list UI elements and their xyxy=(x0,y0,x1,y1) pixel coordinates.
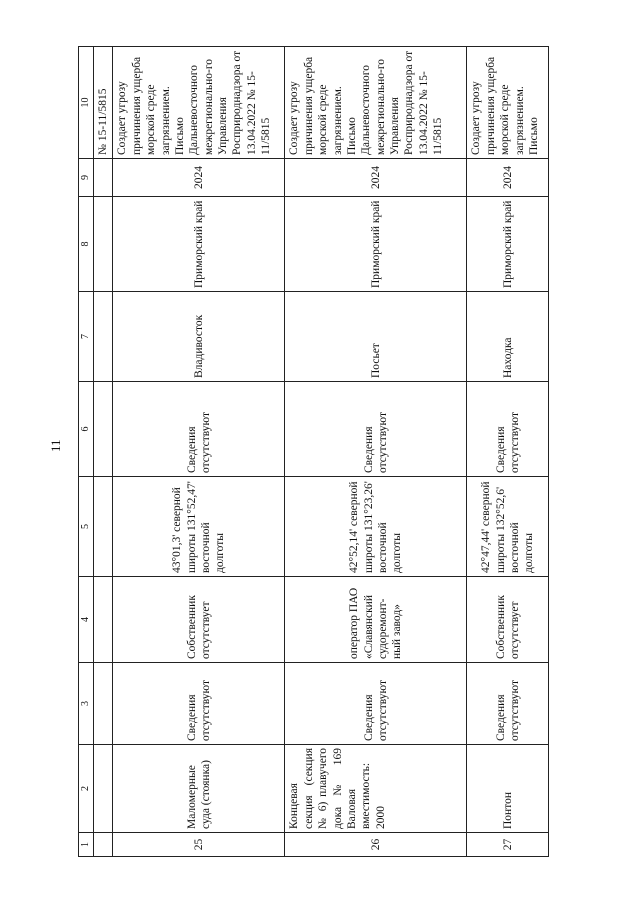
location-cell: Посьет xyxy=(285,292,467,382)
year-cell: 2024 xyxy=(285,159,467,197)
coordinates-cell: 42°52,14' северной широты 131°23,26' восточной долготы xyxy=(285,477,467,577)
cell-col3: Сведения отсутствуют xyxy=(467,663,549,745)
rotated-table-canvas xyxy=(78,47,578,857)
table-cell xyxy=(94,833,113,857)
location-cell: Владивосток xyxy=(113,292,285,382)
column-number-row xyxy=(79,47,94,857)
col-number: 4 xyxy=(79,577,94,663)
row-number: 27 xyxy=(467,833,549,857)
note-cell: Создает угрозу причинения ущерба морской среде загрязнением. Письмо Дальневосточного межрегионально-го Управления Росприроднадзора от 13.04.2022 № 15-11/5815 xyxy=(285,47,467,159)
object-name: Маломерные суда (стоянка) xyxy=(113,745,285,833)
year-cell: 2024 xyxy=(113,159,285,197)
coordinates-cell: 43°01,3' северной широты 131°52,47' восточной долготы xyxy=(113,477,285,577)
table-row xyxy=(467,47,549,857)
table-cell xyxy=(94,292,113,382)
continuation-row xyxy=(94,47,113,857)
cell-col6: Сведения отсутствуют xyxy=(285,382,467,477)
table-cell xyxy=(94,745,113,833)
cell-col6: Сведения отсутствуют xyxy=(467,382,549,477)
table-row xyxy=(113,47,285,857)
location-cell: Находка xyxy=(467,292,549,382)
object-name: Понтон xyxy=(467,745,549,833)
year-cell: 2024 xyxy=(467,159,549,197)
row-number: 25 xyxy=(113,833,285,857)
col-number: 7 xyxy=(79,292,94,382)
region-cell: Приморский край xyxy=(467,197,549,292)
cell-col3: Сведения отсутствуют xyxy=(285,663,467,745)
col-number: 1 xyxy=(79,833,94,857)
page-number: 11 xyxy=(48,439,63,452)
note-cell: Создает угрозу причинения ущерба морской среде загрязнением. Письмо Дальневосточного межрегионально-го Управления Росприроднадзора от 13.04.2022 № 15-11/5815 xyxy=(113,47,285,159)
col-number: 2 xyxy=(79,745,94,833)
note-cell: Создает угрозу причинения ущерба морской среде загрязнением. Письмо xyxy=(467,47,549,159)
coordinates-cell: 42°47,44' северной широты 132°52,6' восточной долготы xyxy=(467,477,549,577)
owner-cell: оператор ПАО «Славянский судоремонт-ный завод» xyxy=(285,577,467,663)
owner-cell: Собственник отсутствует xyxy=(113,577,285,663)
col-number: 10 xyxy=(79,47,94,159)
table-cell xyxy=(94,159,113,197)
row-number: 26 xyxy=(285,833,467,857)
table-cell xyxy=(94,197,113,292)
continuation-text: № 15-11/5815 xyxy=(94,47,113,159)
region-cell: Приморский край xyxy=(285,197,467,292)
table-cell xyxy=(94,663,113,745)
objects-table xyxy=(78,46,549,857)
col-number: 5 xyxy=(79,477,94,577)
region-cell: Приморский край xyxy=(113,197,285,292)
owner-cell: Собственник отсутствует xyxy=(467,577,549,663)
table-row xyxy=(285,47,467,857)
table-cell xyxy=(94,477,113,577)
table-cell xyxy=(94,577,113,663)
table-cell xyxy=(94,382,113,477)
object-name: Концевая секция (секция № 6) плавучего дока № 169 Валовая вместимость: 2000 xyxy=(285,745,467,833)
col-number: 3 xyxy=(79,663,94,745)
cell-col6: Сведения отсутствуют xyxy=(113,382,285,477)
col-number: 6 xyxy=(79,382,94,477)
col-number: 9 xyxy=(79,159,94,197)
col-number: 8 xyxy=(79,197,94,292)
cell-col3: Сведения отсутствуют xyxy=(113,663,285,745)
